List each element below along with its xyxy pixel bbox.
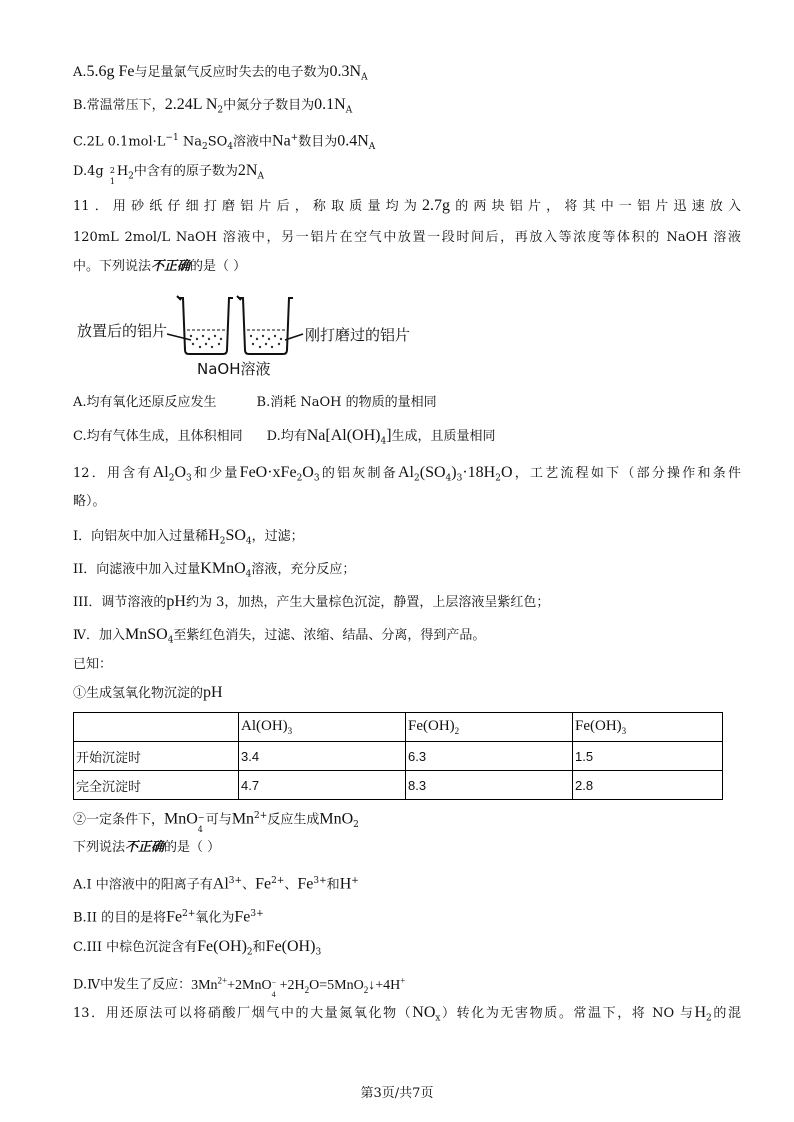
table-header-cell: $Fe(OH)_3$	[573, 713, 723, 742]
q10-option-b: B.常温常压下，2.24L $N_2$中氮分子数目为$0.1N_A$	[73, 96, 353, 116]
q12-question: 下列说法不正确的是（ ）	[73, 840, 221, 855]
ph-table	[73, 712, 723, 800]
table-cell: 2.8	[573, 771, 723, 800]
q11-options-ab	[73, 393, 437, 413]
naoh-solution-label: NaOH溶液	[197, 360, 271, 378]
q12-step-3: III．调节溶液的pH约为 3，加热，产生大量棕色沉淀，静置，上层溶液呈紫红色；	[73, 593, 550, 610]
q11-option-c: C.均有气体生成，且体积相同	[73, 429, 243, 444]
q11-stem-line3: 中。下列说法不正确的是（ ）	[73, 259, 247, 274]
q12-stem-line2: 略）。	[73, 494, 106, 509]
right-beaker-label: 刚打磨过的铝片	[305, 326, 411, 344]
table-cell: 3.4	[239, 742, 406, 771]
table-cell: 4.7	[239, 771, 406, 800]
q10-option-c: C.2L $0.1mol\cdot L^{-1}$ $Na_2SO_4$溶液中Na+数目为$0.4N_A$	[73, 132, 376, 152]
table-header-cell: $Al(OH)_3$	[239, 713, 406, 742]
q11-option-a: A.均有氧化还原反应发生	[73, 395, 217, 410]
q12-option-c: C.III 中棕色沉淀含有$Fe(OH)_2$和$Fe(OH)_3$	[73, 938, 322, 958]
q10-option-d: D.4g 2 1 $H_2$中含有的原子数为$2N_A$	[73, 162, 264, 186]
q12-known-1: ①生成氢氧化物沉淀的pH	[73, 684, 223, 701]
q12-option-b: B.II 的目的是将$Fe^{2+}$氧化为$Fe^{3+}$	[73, 908, 264, 926]
q12-option-a: A.I 中溶液中的阳离子有$Al^{3+}$、$Fe^{2+}$、$Fe^{3+}$和H+	[73, 875, 359, 893]
q12-known-2: ②一定条件下，MnO − 4 可与$Mn^{2+}$反应生成MnO$_2$	[73, 810, 359, 834]
q11-options-cd	[73, 426, 496, 452]
q11-beaker-figure	[73, 292, 423, 382]
table-cell: 1.5	[573, 742, 723, 771]
table-cell: 6.3	[406, 742, 573, 771]
q12-option-d: D.Ⅳ中发生了反应：$3Mn^{2+}+2MnO$ − 4 $+2H_2O=5MnO_2↓+4H^+$	[73, 975, 406, 1000]
page-footer: 第3页/共7页	[360, 1086, 434, 1101]
q12-stem-line1: 12．用含有$Al_2O_3$和少量$FeO\cdot xFe_2O_3$的铝灰制备$Al_2(SO_4)_3\cdot 18H_2O$，工艺流程如下（部分操作和条件	[73, 464, 741, 484]
q11-option-d: D.均有$Na[Al(OH)_4]$生成，且质量相同	[266, 427, 496, 447]
table-header-cell: $Fe(OH)_2$	[406, 713, 573, 742]
q13-stem-line1: 13．用还原法可以将硝酸厂烟气中的大量氮氧化物$(NO_x)$转化为无害物质。常温下，将 NO 与$H_2$的混	[73, 1004, 741, 1024]
q11-option-b: B.消耗 NaOH 的物质的量相同	[256, 395, 437, 410]
table-row-label: 完全沉淀时	[74, 771, 239, 800]
table-cell: 8.3	[406, 771, 573, 800]
q10-option-a: A.5.6g Fe与足量氯气反应时失去的电子数为$0.3N_A$	[73, 63, 368, 83]
table-row-label: 开始沉淀时	[74, 742, 239, 771]
table-corner-cell	[74, 713, 239, 742]
left-beaker-label: 放置后的铝片	[77, 322, 168, 340]
q12-known-heading: 已知：	[73, 657, 113, 672]
q12-step-1: Ⅰ．向铝灰中加入过量稀$H_2SO_4$，过滤；	[73, 527, 304, 547]
q11-stem-line1: 11．用砂纸仔细打磨铝片后，称取质量均为2.7g的两块铝片，将其中一铝片迅速放入	[73, 197, 741, 214]
reaction-equation: $3Mn^{2+}+2MnO$ − 4 $+2H_2O=5MnO_2↓+4H^+$	[191, 975, 406, 1000]
table-header-row	[74, 713, 723, 742]
q12-step-2: II．向滤液中加入过量KMnO$_4$溶液，充分反应；	[73, 560, 356, 580]
table-row	[74, 771, 723, 800]
table-row	[74, 742, 723, 771]
q11-stem-line2: 120mL 2mol/L NaOH 溶液中，另一铝片在空气中放置一段时间后，再放入等浓度等体积的 NaOH 溶液	[73, 230, 741, 245]
q12-step-4: Ⅳ．加入MnSO$_4$至紫红色消失，过滤、浓缩、结晶、分离，得到产品。	[73, 626, 486, 646]
